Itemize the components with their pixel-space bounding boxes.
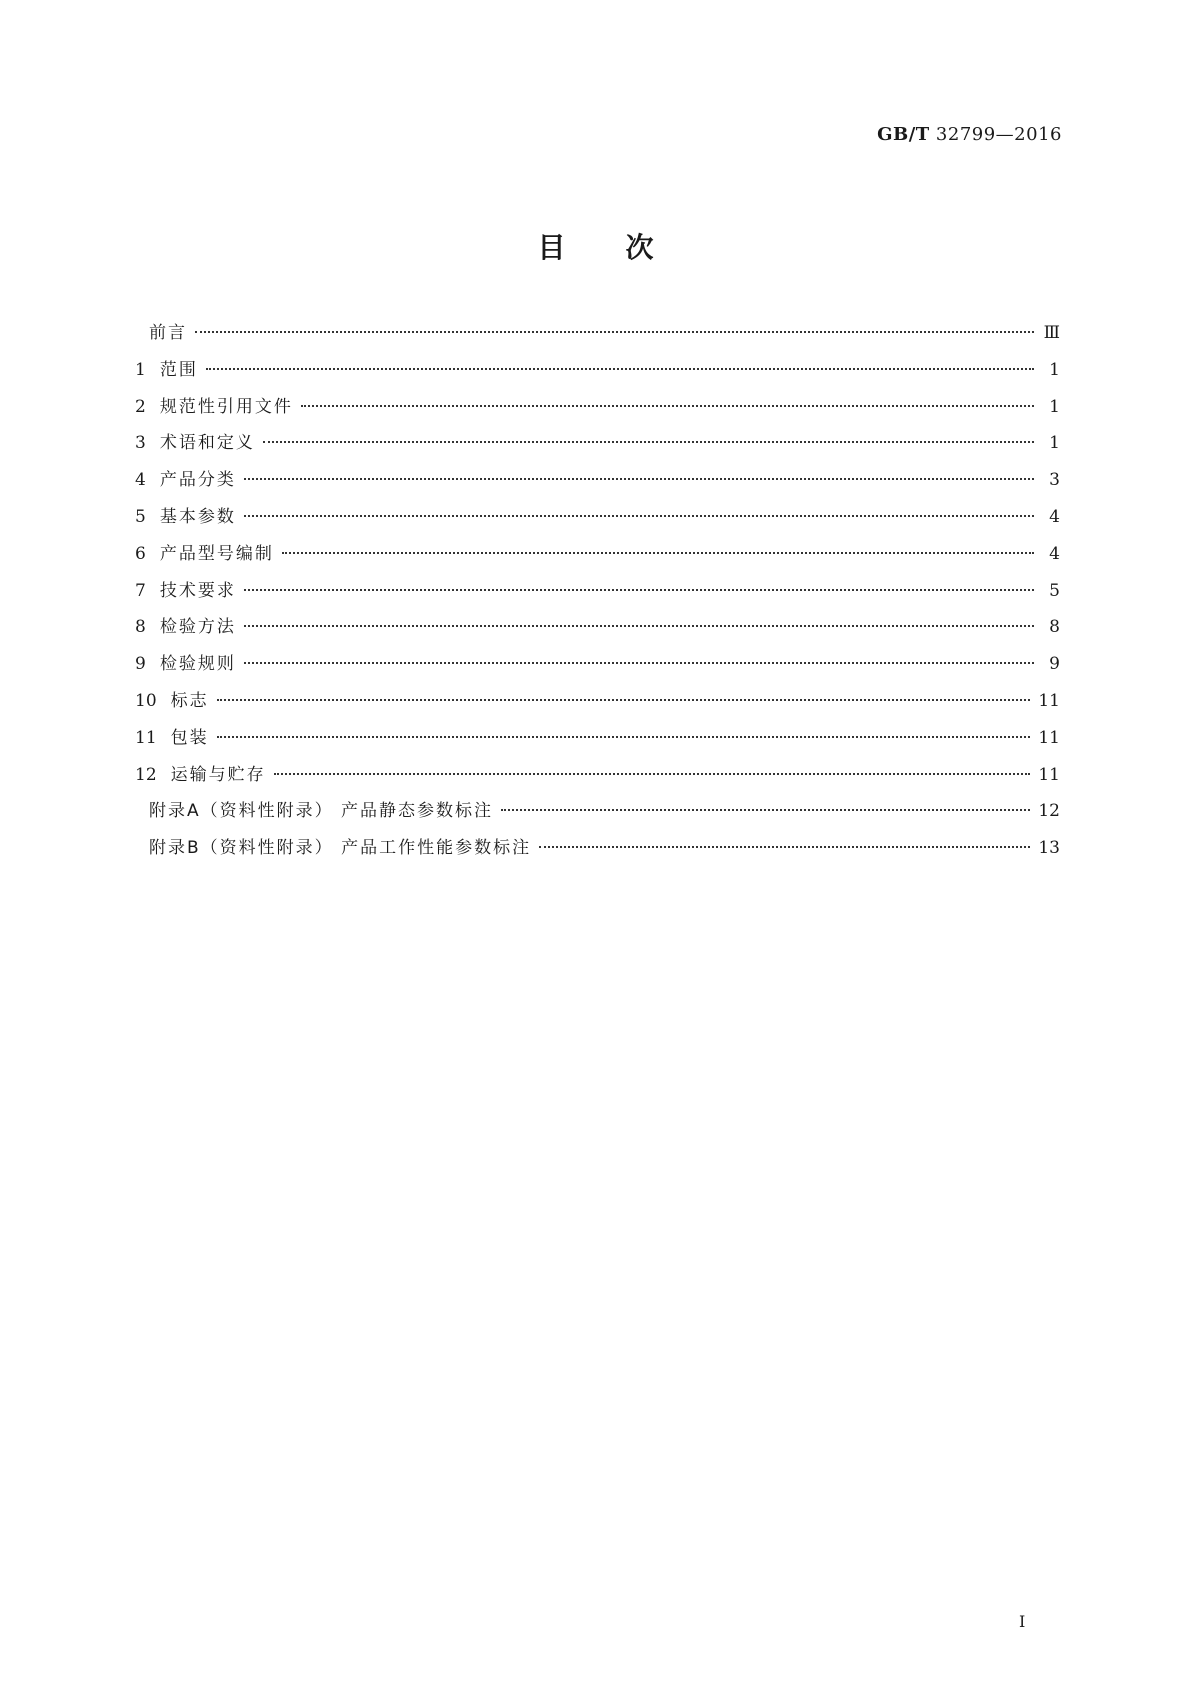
toc-entry-normative-references[interactable]: [135, 392, 1060, 429]
toc-dot-leader: [263, 441, 1034, 443]
page-title: 目次: [537, 231, 714, 264]
toc-entry-inspection-rules[interactable]: [135, 649, 1060, 686]
toc-entry-title: 基本参数: [159, 506, 236, 527]
toc-entry-number: 1: [135, 359, 146, 380]
toc-entry-page: 11: [1038, 690, 1060, 711]
toc-entry-number: 6: [135, 543, 146, 564]
toc-entry-page: 8: [1049, 617, 1060, 638]
toc-dot-leader: [195, 331, 1034, 333]
toc-entry-title: 技术要求: [159, 580, 236, 601]
standard-prefix: GB/T: [877, 124, 930, 145]
toc-entry-page: 11: [1038, 764, 1060, 785]
toc-entry-transport-storage[interactable]: [135, 760, 1060, 797]
toc-entry-scope[interactable]: [135, 355, 1060, 392]
toc-entry-title: 产品分类: [159, 470, 236, 491]
toc-entry-title: 前言: [149, 323, 187, 343]
toc-entry-title: 产品型号编制: [159, 543, 274, 564]
standard-number: 32799—2016: [935, 124, 1062, 145]
toc-entry-page: 3: [1049, 470, 1060, 491]
toc-entry-title: 标志: [170, 690, 209, 711]
toc-entry-annex-a[interactable]: [135, 796, 1060, 833]
toc-entry-number: 12: [135, 764, 157, 785]
toc-entry-packaging[interactable]: [135, 723, 1060, 760]
toc-dot-leader: [217, 699, 1031, 701]
toc-entry-number: 2: [135, 396, 146, 417]
toc-entry-page: Ⅲ: [1043, 323, 1060, 343]
toc-entry-annex-b[interactable]: [135, 833, 1060, 870]
toc-entry-title: 检验规则: [159, 654, 236, 675]
toc-dot-leader: [217, 736, 1031, 738]
toc-entry-number: 9: [135, 654, 146, 675]
page-number: Ⅰ: [1019, 1612, 1026, 1631]
toc-dot-leader: [501, 809, 1030, 811]
toc-dot-leader: [244, 478, 1034, 480]
toc-entry-title: 包装: [170, 727, 209, 748]
toc-entry-model-designation[interactable]: [135, 539, 1060, 576]
toc-entry-basic-parameters[interactable]: [135, 502, 1060, 539]
toc-dot-leader: [244, 662, 1034, 664]
toc-entry-number: 5: [135, 506, 146, 527]
toc-entry-number: 3: [135, 433, 146, 454]
toc-dot-leader: [274, 773, 1031, 775]
toc-entry-number: 10: [135, 690, 157, 711]
toc-entry-number: 4: [135, 470, 146, 491]
toc-dot-leader: [301, 405, 1034, 407]
toc-entry-title: 范围: [159, 359, 198, 380]
toc-entry-page: 11: [1038, 727, 1060, 748]
toc-entry-foreword[interactable]: [135, 318, 1060, 355]
toc-entry-title: 附录A（资料性附录） 产品静态参数标注: [149, 801, 494, 822]
toc-dot-leader: [244, 515, 1034, 517]
toc-entry-marking[interactable]: [135, 686, 1060, 723]
toc-entry-title: 规范性引用文件: [159, 396, 293, 417]
toc-entry-classification[interactable]: [135, 465, 1060, 502]
table-of-contents: [135, 318, 1060, 870]
toc-entry-page: 4: [1049, 543, 1060, 564]
toc-entry-page: 1: [1049, 359, 1060, 380]
toc-dot-leader: [244, 625, 1034, 627]
toc-entry-title: 运输与贮存: [170, 764, 266, 785]
toc-entry-technical-requirements[interactable]: [135, 576, 1060, 613]
toc-entry-test-methods[interactable]: [135, 612, 1060, 649]
toc-dot-leader: [206, 368, 1034, 370]
toc-entry-number: 11: [135, 727, 157, 748]
toc-dot-leader: [539, 846, 1030, 848]
toc-entry-number: 7: [135, 580, 146, 601]
toc-entry-page: 1: [1049, 433, 1060, 454]
toc-entry-page: 9: [1049, 654, 1060, 675]
toc-entry-page: 4: [1049, 506, 1060, 527]
toc-entry-number: 8: [135, 617, 146, 638]
toc-dot-leader: [244, 589, 1034, 591]
toc-entry-title: 附录B（资料性附录） 产品工作性能参数标注: [149, 838, 532, 859]
toc-dot-leader: [282, 552, 1034, 554]
standard-code: [877, 124, 1062, 145]
toc-entry-terms-definitions[interactable]: [135, 428, 1060, 465]
toc-entry-page: 12: [1038, 801, 1060, 822]
toc-entry-title: 术语和定义: [159, 433, 255, 454]
toc-entry-page: 13: [1038, 838, 1060, 859]
toc-entry-page: 1: [1049, 396, 1060, 417]
toc-entry-title: 检验方法: [159, 617, 236, 638]
toc-entry-page: 5: [1049, 580, 1060, 601]
